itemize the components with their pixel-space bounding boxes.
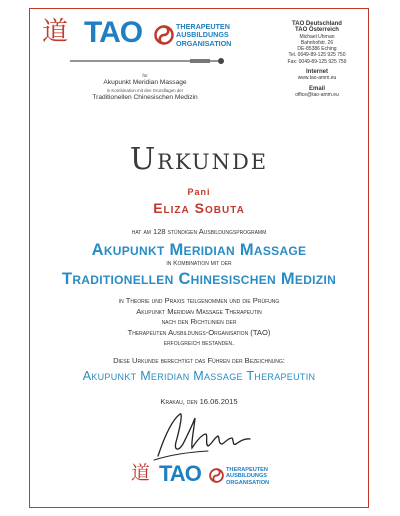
- org-germany: TAO Deutschland: [292, 21, 342, 27]
- program-for: für: [142, 73, 148, 78]
- body-line: nach den Richtlinien der: [161, 317, 237, 326]
- contact-fax: Fax: 0049-89-125 925 759: [287, 58, 347, 65]
- intro-line: hat am 128 stündigen Ausbildungsprogramm: [131, 227, 267, 236]
- contact-person: Michael Uhrnan: [299, 33, 335, 40]
- logo-name: TAO: [84, 16, 143, 49]
- contact-block: [268, 21, 366, 98]
- logo-tagline-line: AUSBILDUNGS: [176, 30, 229, 40]
- massage-stick-icon: [68, 56, 228, 66]
- internet-link[interactable]: www.tao-amm.eu: [297, 75, 337, 82]
- footer-logo-tagline: [226, 467, 269, 486]
- place-date: Krakau, den 16.06.2015: [160, 397, 238, 406]
- contact-street: Bahnhofstr. 26: [300, 39, 334, 46]
- footer-tagline-line: ORGANISATION: [226, 479, 270, 486]
- logo-tagline-line: THERAPEUTEN: [176, 22, 230, 31]
- email-label: Email: [308, 85, 325, 92]
- authorization-line: Diese Urkunde berechtigt das Führen der Bezeichnung:: [113, 356, 285, 365]
- program-line-3: Traditionellen Chinesischen Medizin: [92, 94, 198, 101]
- footer-tagline-line: AUSBILDUNGS: [226, 473, 268, 480]
- recipient-name: Eliza Sobuta: [153, 200, 245, 216]
- body-text: [29, 296, 369, 349]
- internet-label: Internet: [305, 69, 328, 76]
- logo-tagline: [176, 23, 231, 48]
- footer-logo-kanji: 道: [131, 462, 151, 484]
- email-link[interactable]: office@tao-amm.eu: [295, 91, 339, 98]
- program-line-2: in Kombination mit den Grundlagen der: [106, 88, 184, 93]
- org-austria: TAO Österreich: [295, 27, 339, 34]
- body-line: erfolgreich bestanden.: [163, 338, 235, 347]
- footer-yin-yang-icon: [209, 468, 224, 483]
- salutation: Pani: [187, 187, 211, 197]
- combination-line: in Kombination mit der: [166, 260, 232, 267]
- yin-yang-icon: [154, 25, 174, 45]
- signature: [150, 408, 260, 463]
- body-line: in Theorie und Praxis teilgenommen und die Prüfung: [118, 296, 280, 305]
- course-title: Akupunkt Meridian Massage: [91, 241, 307, 259]
- body-line: Akupunkt Meridian Massage Therapeutin: [136, 306, 262, 316]
- logo-kanji: 道: [42, 17, 69, 47]
- designation: Akupunkt Meridian Massage Therapeutin: [82, 369, 316, 383]
- certificate-title: Urkunde: [129, 142, 269, 177]
- contact-tel: Tel. 0049-89-125 925 750: [288, 52, 346, 59]
- contact-city: DE-85386 Eching: [297, 46, 337, 53]
- body-line: Therapeuten Ausbildungs-Organisation (TAO): [127, 327, 271, 337]
- logo-tagline-line: ORGANISATION: [176, 38, 232, 48]
- footer-tagline-line: THERAPEUTEN: [226, 467, 268, 473]
- course-title-2: Traditionellen Chinesischen Medizin: [61, 270, 337, 288]
- program-line-1: Akupunkt Meridian Massage: [103, 79, 187, 86]
- footer-logo-name: TAO: [159, 461, 201, 486]
